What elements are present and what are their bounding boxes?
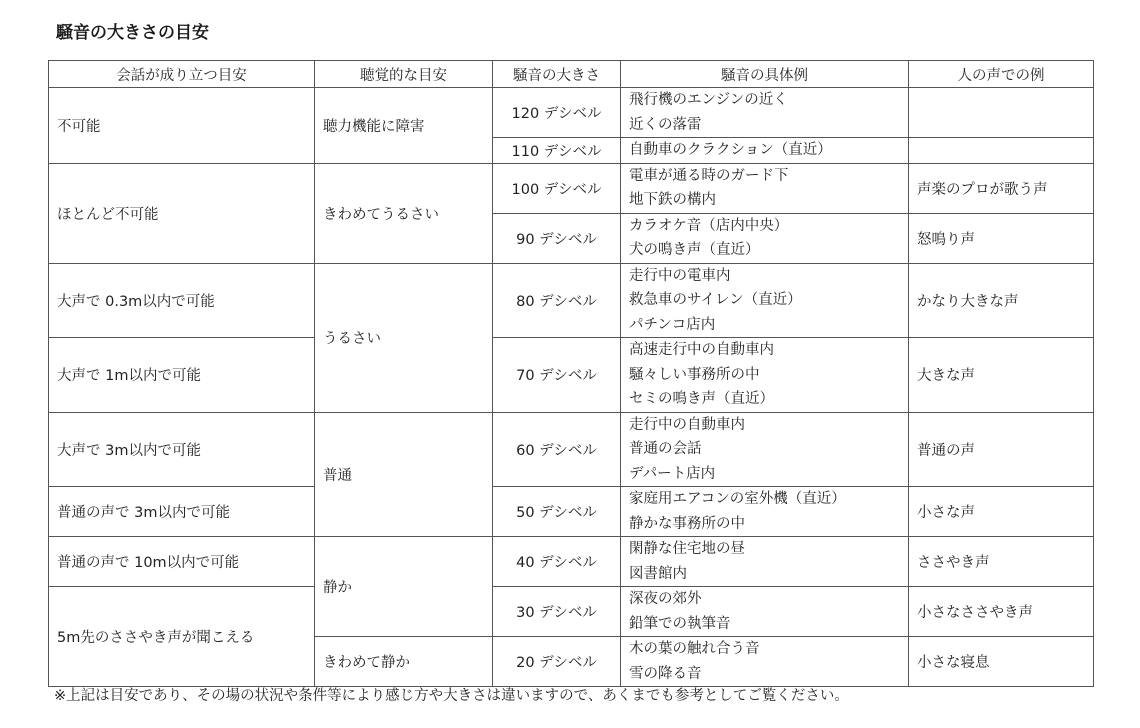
voice-cell: 声楽のプロが歌う声 [909, 163, 1094, 213]
example-item: 高速走行中の自動車内 [629, 342, 774, 358]
voice-cell [909, 138, 1094, 164]
example-item: 自動車のクラクション（直近） [629, 142, 832, 158]
voice-cell: 小さなささやき声 [909, 587, 1094, 637]
table-row [49, 412, 1094, 487]
loudness-cell: 40 デシベル [493, 537, 621, 587]
voice-cell [909, 88, 1094, 138]
voice-cell: 小さな寝息 [909, 637, 1094, 687]
hearing-cell: うるさい [315, 263, 493, 412]
page-title: 騒音の大きさの目安 [56, 23, 209, 43]
hearing-cell: きわめて静か [315, 637, 493, 687]
header-hearing: 聴覚的な目安 [315, 61, 493, 88]
example-item: 走行中の自動車内 [629, 416, 745, 433]
example-item: 飛行機のエンジンの近く [629, 92, 788, 108]
examples-cell [621, 587, 909, 637]
example-item: 救急車のサイレン（直近） [629, 292, 802, 308]
voice-cell: 大きな声 [909, 338, 1094, 413]
example-item: 木の葉の触れ合う音 [629, 641, 760, 657]
example-item: 走行中の電車内 [629, 267, 731, 284]
hearing-cell: 聴力機能に障害 [315, 88, 493, 164]
table-row [49, 537, 1094, 587]
example-item: カラオケ音（店内中央） [629, 217, 789, 234]
loudness-cell: 120 デシベル [493, 88, 621, 138]
example-item: 犬の鳴き声（直近） [629, 242, 760, 258]
footnote: ※上記は目安であり、その場の状況や条件等により感じ方や大きさは違いますので、あくまでも参考としてご覧ください。 [54, 688, 849, 704]
example-item: 地下鉄の構内 [629, 192, 716, 208]
examples-cell [621, 637, 909, 687]
conversation-cell: 大声で 3m以内で可能 [49, 412, 315, 487]
loudness-cell: 80 デシベル [493, 263, 621, 338]
example-item: デパート店内 [629, 465, 716, 482]
examples-cell [621, 338, 909, 413]
example-item: セミの鳴き声（直近） [629, 391, 774, 407]
conversation-cell: 普通の声で 3m以内で可能 [49, 487, 315, 537]
conversation-cell: ほとんど不可能 [49, 163, 315, 263]
loudness-cell: 20 デシベル [493, 637, 621, 687]
header-loudness: 騒音の大きさ [493, 61, 621, 88]
examples-cell [621, 213, 909, 263]
table-row [49, 263, 1094, 338]
header-conversation: 会話が成り立つ目安 [49, 61, 315, 88]
example-item: 静かな事務所の中 [629, 515, 745, 532]
table-row [49, 487, 1094, 537]
table-header-row [49, 61, 1094, 88]
table-row [49, 587, 1094, 637]
example-item: 電車が通る時のガード下 [629, 167, 789, 184]
hearing-cell: きわめてうるさい [315, 163, 493, 263]
conversation-cell: 大声で 1m以内で可能 [49, 338, 315, 413]
example-item: 雪の降る音 [629, 665, 702, 682]
example-item: 普通の会話 [629, 441, 702, 457]
examples-cell [621, 163, 909, 213]
hearing-cell: 静か [315, 537, 493, 637]
example-item: 図書館内 [629, 565, 687, 582]
noise-level-table [48, 60, 1094, 687]
voice-cell: 普通の声 [909, 412, 1094, 487]
table-row [49, 88, 1094, 138]
example-item: 閑静な住宅地の昼 [629, 541, 745, 557]
examples-cell [621, 537, 909, 587]
loudness-cell: 30 デシベル [493, 587, 621, 637]
conversation-cell: 大声で 0.3m以内で可能 [49, 263, 315, 338]
examples-cell [621, 412, 909, 487]
example-item: 家庭用エアコンの室外機（直近） [629, 491, 846, 507]
example-item: 鉛筆での執筆音 [629, 615, 731, 632]
loudness-cell: 100 デシベル [493, 163, 621, 213]
header-voice: 人の声での例 [909, 61, 1094, 88]
voice-cell: ささやき声 [909, 537, 1094, 587]
table-row [49, 163, 1094, 213]
loudness-cell: 50 デシベル [493, 487, 621, 537]
loudness-cell: 60 デシベル [493, 412, 621, 487]
loudness-cell: 110 デシベル [493, 138, 621, 164]
examples-cell [621, 138, 909, 164]
conversation-cell: 普通の声で 10m以内で可能 [49, 537, 315, 587]
example-item: 近くの落雷 [629, 116, 702, 133]
loudness-cell: 70 デシベル [493, 338, 621, 413]
voice-cell: 小さな声 [909, 487, 1094, 537]
conversation-cell: 5m先のささやき声が聞こえる [49, 587, 315, 687]
example-item: 深夜の郊外 [629, 591, 702, 607]
voice-cell: 怒鳴り声 [909, 213, 1094, 263]
conversation-cell: 不可能 [49, 88, 315, 164]
loudness-cell: 90 デシベル [493, 213, 621, 263]
examples-cell [621, 487, 909, 537]
examples-cell [621, 263, 909, 338]
example-item: パチンコ店内 [629, 316, 716, 333]
examples-cell [621, 88, 909, 138]
hearing-cell: 普通 [315, 412, 493, 537]
voice-cell: かなり大きな声 [909, 263, 1094, 338]
header-examples: 騒音の具体例 [621, 61, 909, 88]
example-item: 騒々しい事務所の中 [629, 366, 760, 383]
table-row [49, 338, 1094, 413]
